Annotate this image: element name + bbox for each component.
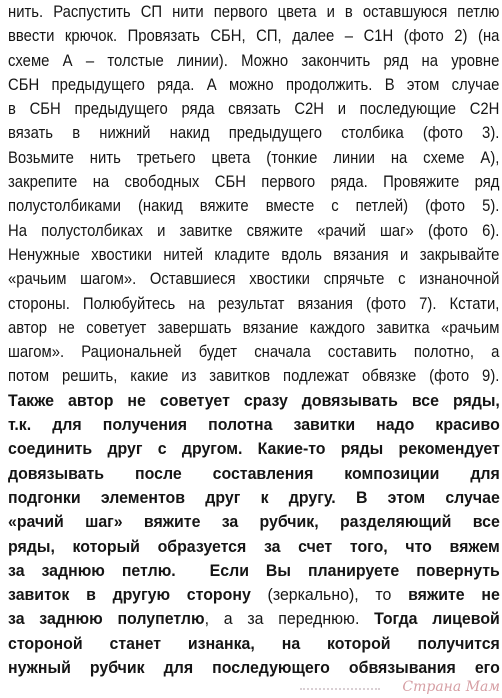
text-segment-bold: вяжите не: [408, 585, 500, 605]
text-segment-regular: , а за переднюю.: [204, 609, 375, 629]
text-line-mixed: [8, 583, 500, 607]
article-text: [8, 0, 500, 680]
text-line: нить. Распустить СП нити первого цвета и в оставшуюся петлю: [8, 3, 500, 21]
text-line-bold: соединить друг с другом. Какие-то ряды рекомендует: [8, 439, 500, 459]
text-segment-regular: (зеркально), то: [250, 585, 409, 605]
text-line: стороны. Полюбуйтесь на результат вязания (фото 7). Кстати,: [8, 294, 500, 313]
text-segment-bold: за заднюю петлю.: [8, 560, 210, 580]
text-line: в СБН предыдущего ряда связать С2Н и последующие С2Н: [8, 100, 500, 119]
text-line-mixed: [8, 607, 500, 631]
text-line: Возьмите нить третьего цвета (тонкие линии на схеме А),: [8, 148, 500, 167]
text-line: На полустолбиках и завитке свяжите «рачий шаг» (фото 6).: [8, 221, 500, 240]
text-line-bold: стороной станет изнанка, на которой получится: [8, 633, 500, 653]
watermark-logo: Страна Мам: [402, 679, 500, 695]
text-line-bold: подгонки элементов друг к другу. В этом случае: [8, 487, 500, 507]
text-line: Ненужные хвостики нитей кладите вдоль вязания и закрывайте: [8, 245, 500, 264]
text-segment-bold: завиток в другую сторону: [8, 585, 251, 605]
watermark-dots: [300, 682, 380, 690]
text-line-bold: «рачий шаг» вяжите за рубчик, разделяющий все: [8, 512, 500, 532]
text-line: схеме А – толстые линии). Можно закончить ряд на уровне: [8, 51, 500, 70]
text-line-bold: Также автор не советует сразу довязывать все ряды,: [8, 390, 500, 410]
text-segment-bold: Если Вы планируете повернуть: [209, 560, 500, 580]
text-line: шагом». Рациональней будет сначала составить полотно, а: [8, 343, 500, 362]
text-line: закрепите на свободных СБН первого ряда. Провяжите ряд: [8, 173, 500, 192]
text-line: «рачьим шагом». Оставшиеся хвостики спрячьте с изнаночной: [8, 270, 500, 289]
text-line: ввести крючок. Провязать СБН, СП, далее – С1Н (фото 2) (на: [8, 27, 500, 46]
text-line-bold: ряды, который образуется за счет того, что вяжем: [8, 536, 500, 556]
text-line-bold: довязывать после составления композиции для: [8, 463, 500, 483]
text-line-bold: нужный рубчик для последующего обвязывания его: [8, 658, 500, 678]
text-line: полустолбиками (накид вяжите вместе с петлей) (фото 5).: [8, 197, 500, 216]
text-line: СБН предыдущего ряда. А можно продолжить. В этом случае: [8, 75, 500, 94]
text-line: вязать в нижний накид предыдущего столбика (фото 3).: [8, 124, 500, 143]
text-line: потом решить, какие из завитков подлежат обвязке (фото 9).: [8, 367, 500, 386]
text-segment-bold: за заднюю полупетлю: [8, 609, 205, 629]
text-line: автор не советует завершать вязание каждого завитка «рачьим: [8, 318, 500, 337]
text-segment-bold: Тогда лицевой: [374, 609, 500, 629]
text-line-bold: [8, 559, 500, 583]
text-line-bold: т.к. для получения полотна завитки надо красиво: [8, 415, 500, 435]
